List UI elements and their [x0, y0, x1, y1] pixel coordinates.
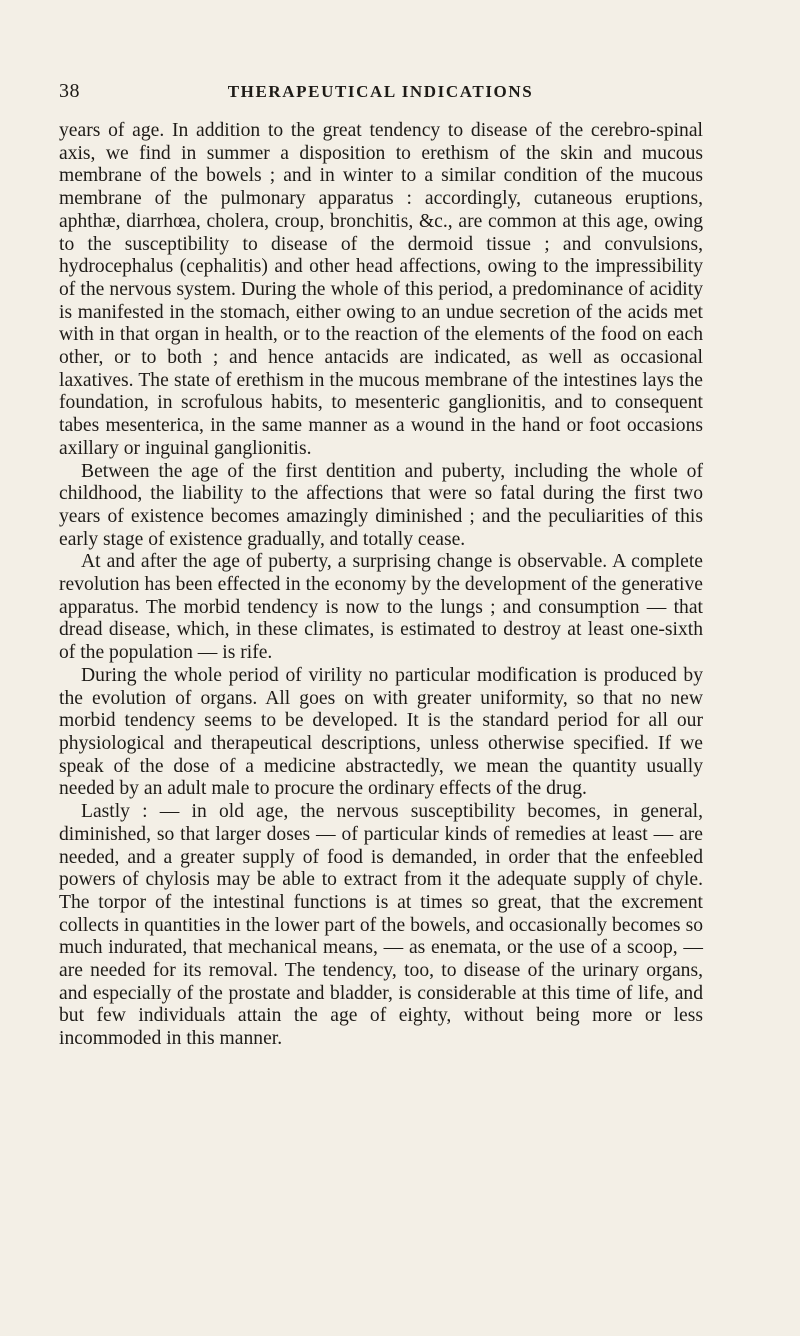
paragraph-virility: During the whole period of virility no particular modification is produced by the evolution of organs. All goes on with greater uniformity, so that no new morbid tendency seems to be developed. It is the standard period for all our physiological and therapeutical descriptions, unless otherwise specified. If we speak of the dose of a medicine abstractedly, we mean the quantity usually needed by an adult male to procure the ordinary effects of the drug.: [59, 664, 703, 800]
body-text: [59, 120, 703, 1051]
paragraph-continuation: years of age. In addition to the great tendency to disease of the cerebro-spinal axis, we find in summer a disposition to erethism of the skin and mucous membrane of the bowels ; and in winter to a similar condition of the mucous membrane of the pulmonary apparatus : accordingly, cutaneous eruptions, aphthæ, diarrhœa, cholera, croup, bronchitis, &c., are common at this age, owing to the susceptibility to disease of the dermoid tissue ; and convulsions, hydrocephalus (cephalitis) and other head affections, owing to the impressibility of the nervous system. During the whole of this period, a predominance of acidity is manifested in the stomach, either owing to an undue secretion of the acids met with in that organ in health, or to the reaction of the elements of the food on each other, or to both ; and hence antacids are indicated, as well as occasional laxatives. The state of erethism in the mucous membrane of the intestines lays the foundation, in scrofulous habits, to mesenteric ganglionitis, and to consequent tabes mesenterica, in the same manner as a wound in the hand or foot occasions axillary or inguinal ganglionitis.: [59, 120, 703, 459]
paragraph-puberty: At and after the age of puberty, a surprising change is observable. A complete revolution has been effected in the economy by the development of the generative apparatus. The morbid tendency is now to the lungs ; and consumption — that dread disease, which, in these climates, is estimated to destroy at least one-sixth of the population — is rife.: [59, 551, 703, 664]
paragraph-childhood: Between the age of the first dentition and puberty, including the whole of childhood, the liability to the affections that were so fatal during the first two years of existence becomes amazingly diminished ; and the peculiarities of this early stage of existence gradually, and totally cease.: [59, 460, 703, 550]
running-title: THERAPEUTICAL INDICATIONS: [227, 82, 534, 101]
paragraph-old-age: Lastly : — in old age, the nervous susceptibility becomes, in general, diminished, so that larger doses — of particular kinds of remedies at least — are needed, and a greater supply of food is demanded, in order that the enfeebled powers of chylosis may be able to extract from it the adequate supply of chyle. The torpor of the intestinal functions is at times so great, that the excrement collects in quantities in the lower part of the bowels, and occasionally becomes so much indurated, that mechanical means, — as enemata, or the use of a scoop, — are needed for its removal. The tendency, too, to disease of the urinary organs, and especially of the prostate and bladder, is considerable at this time of life, and but few individuals attain the age of eighty, without being more or less incommoded in this manner.: [59, 801, 703, 1050]
page-number: 38: [59, 80, 80, 102]
page-header: [59, 80, 702, 108]
